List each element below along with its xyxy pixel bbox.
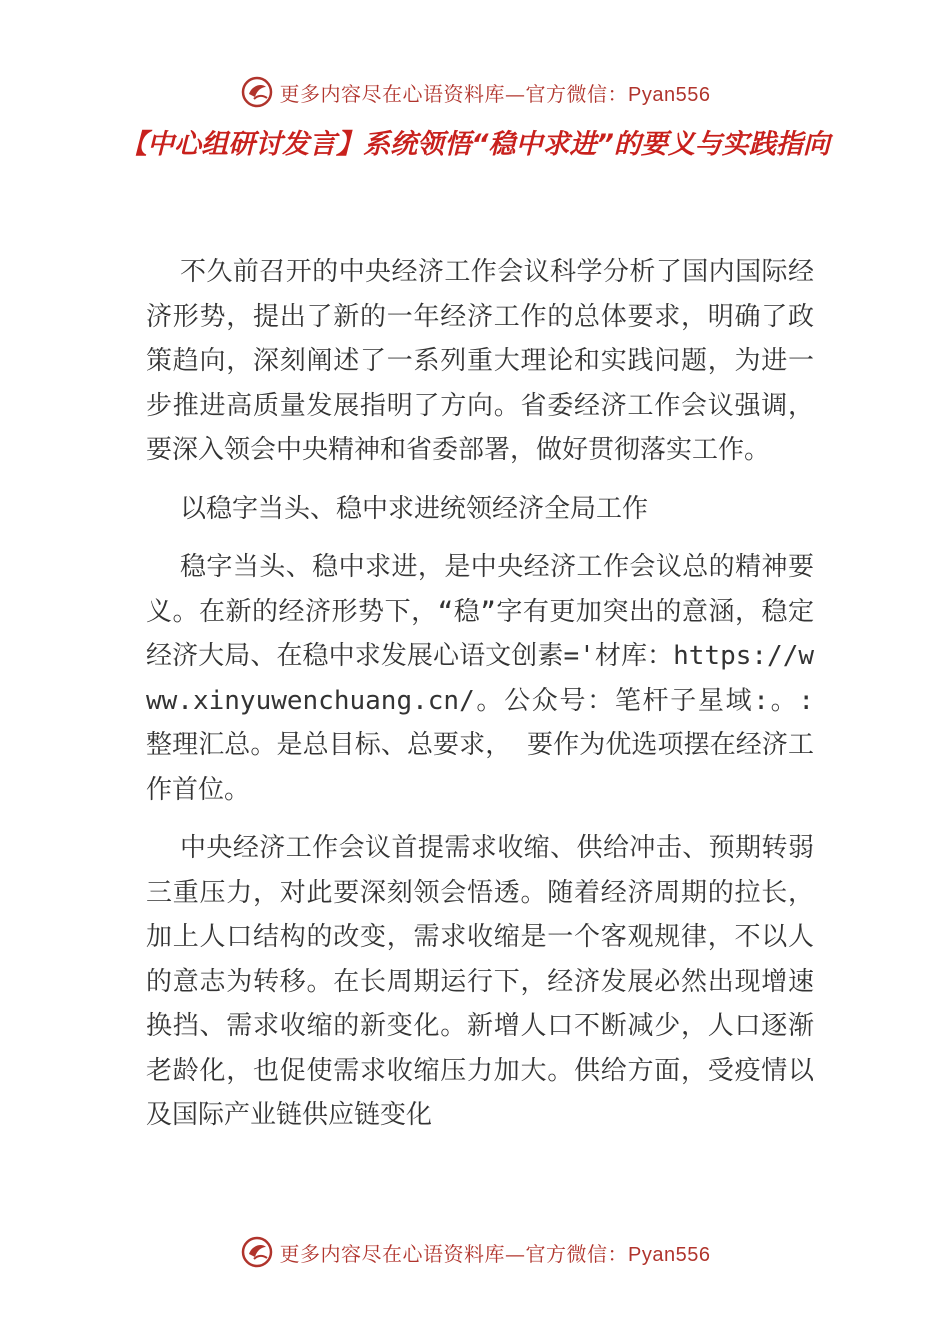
paragraph-intro: 不久前召开的中央经济工作会议科学分析了国内国际经济形势，提出了新的一年经济工作的总体要求，明确了政策趋向，深刻阐述了一系列重大理论和实践问题，为进一步推进高质量发展指明了方向。省委经济工作会议强调，要深入领会中央精神和省委部署，做好贯彻落实工作。 [146,257,814,465]
footer-wechat-id: Pyan556 [628,1243,711,1266]
header-banner-text [280,78,711,107]
brand-logo-icon [240,1235,274,1269]
document-title: 【中心组研讨发言】系统领悟“稳中求进”的要义与实践指向 [120,129,830,160]
section-heading: 以稳字当头、稳中求进统领经济全局工作 [180,493,649,524]
brand-logo-icon [240,75,274,109]
header-banner-label: 更多内容尽在心语资料库—官方微信： [279,81,629,106]
header-wechat-id: Pyan556 [628,83,711,106]
header-banner [0,72,950,112]
footer-banner-label: 更多内容尽在心语资料库—官方微信： [279,1241,629,1266]
footer-banner-text [280,1238,711,1267]
footer-banner [0,1232,950,1272]
document-body [146,250,814,1152]
paragraph-pressures: 中央经济工作会议首提需求收缩、供给冲击、预期转弱三重压力，对此要深刻领会悟透。随着经济周期的拉长，加上人口结构的改变，需求收缩是一个客观规律，不以人的意志为转移。在长周期运行下，经济发展必然出现增速换挡、需求收缩的新变化。新增人口不断减少，人口逐渐老龄化，也促使需求收缩压力加大。供给方面，受疫情以及国际产业链供应链变化 [146,833,814,1130]
paragraph-stability: 稳字当头、稳中求进，是中央经济工作会议总的精神要义。在新的经济形势下，“稳”字有更加突出的意涵，稳定经济大局、在稳中求发展心语文创素='材库：https://www.xinyuwenchuang.cn/。公众号：笔杆子星域:。:整理汇总。是总目标、总要求， 要作为优选项摆在经济工作首位。 [146,552,814,805]
